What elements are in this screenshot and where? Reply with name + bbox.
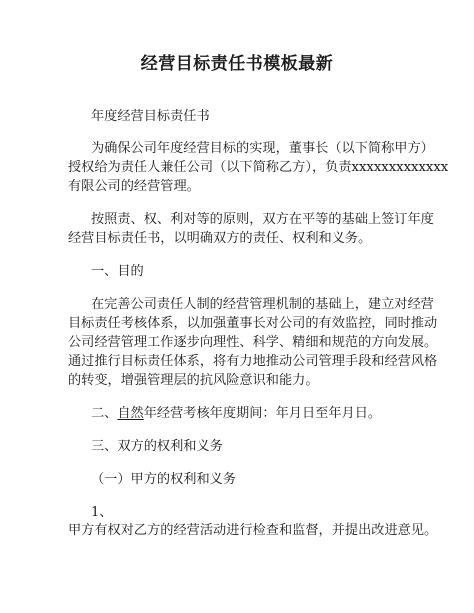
subsection-1-title: （一）甲方的权利和义务	[91, 472, 237, 487]
paragraph-3-line-4: 通过推行目标责任体系，将有力地推动公司管理手段和经营风格	[68, 354, 438, 369]
document-heading: 年度经营目标责任书	[91, 109, 210, 124]
paragraph-3-line-3: 公司经营管理工作逐步向理性、科学、精细和规范的方向发展。	[68, 335, 438, 350]
paragraph-2-line-2: 经营目标责任书，以明确双方的责任、权利和义务。	[68, 231, 372, 246]
paragraph-1-line-2: 授权给为责任人兼任公司（以下简称乙方），负责xxxxxxxxxxxxx	[68, 160, 449, 175]
item-1-number: 1、	[91, 505, 113, 520]
section-3-title: 三、双方的权利和义务	[91, 439, 223, 454]
paragraph-3-line-1: 在完善公司责任人制的经营管理机制的基础上，建立对经营	[91, 297, 434, 312]
paragraph-3-line-5: 的转变，增强管理层的抗风险意识和能力。	[68, 373, 319, 388]
section-1-title: 一、目的	[91, 264, 144, 279]
document-title: 经营目标责任书模板最新	[140, 54, 334, 74]
section-2-prefix: 二、	[91, 406, 118, 421]
section-2-rest: 年经营考核年度期间：年月日至年月日。	[143, 406, 382, 421]
section-2-line	[91, 404, 381, 424]
paragraph-3-line-2: 目标责任考核体系，以加强董事长对公司的有效监控，同时推动	[68, 316, 438, 331]
item-1-text: 甲方有权对乙方的经营活动进行检查和监督，并提出改进意见。	[68, 523, 438, 538]
paragraph-1-line-3: 有限公司的经营管理。	[68, 179, 200, 194]
section-2-underlined-word: 自然	[117, 406, 144, 421]
paragraph-2-line-1: 按照责、权、利对等的原则，双方在平等的基础上签订年度	[91, 212, 434, 227]
paragraph-1-line-1: 为确保公司年度经营目标的实现，董事长（以下简称甲方）	[91, 141, 434, 156]
